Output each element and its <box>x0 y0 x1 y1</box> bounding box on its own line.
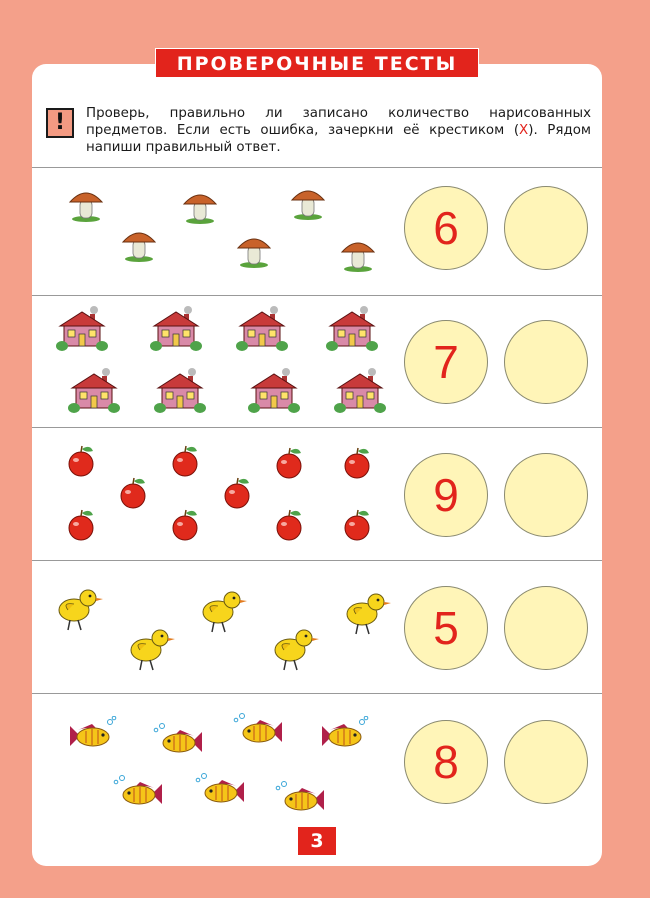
page-number: 3 <box>296 825 338 857</box>
mushroom-icon <box>68 186 104 222</box>
chick-icon <box>126 626 178 672</box>
fish-icon <box>112 774 166 814</box>
given-number: 9 <box>404 453 488 537</box>
cross-mark: X <box>519 123 529 138</box>
apple-icon <box>340 446 374 480</box>
apple-icon <box>64 508 98 542</box>
apple-icon <box>220 476 254 510</box>
house-icon <box>334 366 386 414</box>
mushroom-icon <box>121 226 157 262</box>
instruction-text: Проверь, правильно ли записано количество нарисованных предметов. Если есть ошибка, зачеркни её крестиком (X). Рядом напиши правильный ответ. <box>86 106 591 155</box>
given-number: 8 <box>404 720 488 804</box>
fish-icon <box>152 722 206 762</box>
house-icon <box>56 304 108 352</box>
apple-icon <box>272 446 306 480</box>
house-icon <box>150 304 202 352</box>
house-icon <box>236 304 288 352</box>
mushroom-icon <box>236 232 272 268</box>
mushroom-icon <box>340 236 376 272</box>
answer-circle[interactable] <box>504 453 588 537</box>
chick-icon <box>342 590 394 636</box>
divider <box>32 427 602 428</box>
house-icon <box>326 304 378 352</box>
apple-icon <box>272 508 306 542</box>
fish-icon <box>232 712 286 752</box>
chick-icon <box>54 586 106 632</box>
divider <box>32 295 602 296</box>
apple-icon <box>116 476 150 510</box>
fish-icon <box>66 716 120 756</box>
mushroom-icon <box>182 188 218 224</box>
divider <box>32 167 602 168</box>
apple-icon <box>168 444 202 478</box>
given-number: 7 <box>404 320 488 404</box>
divider <box>32 560 602 561</box>
exclamation-icon: ! <box>46 108 74 138</box>
answer-circle[interactable] <box>504 720 588 804</box>
answer-circle[interactable] <box>504 186 588 270</box>
house-icon <box>154 366 206 414</box>
apple-icon <box>168 508 202 542</box>
fish-icon <box>274 780 328 820</box>
answer-circle[interactable] <box>504 586 588 670</box>
divider <box>32 693 602 694</box>
chick-icon <box>198 588 250 634</box>
page-title: ПРОВЕРОЧНЫЕ ТЕСТЫ <box>155 48 479 78</box>
mushroom-icon <box>290 184 326 220</box>
apple-icon <box>64 444 98 478</box>
given-number: 5 <box>404 586 488 670</box>
given-number: 6 <box>404 186 488 270</box>
answer-circle[interactable] <box>504 320 588 404</box>
chick-icon <box>270 626 322 672</box>
house-icon <box>248 366 300 414</box>
apple-icon <box>340 508 374 542</box>
house-icon <box>68 366 120 414</box>
fish-icon <box>318 716 372 756</box>
fish-icon <box>194 772 248 812</box>
